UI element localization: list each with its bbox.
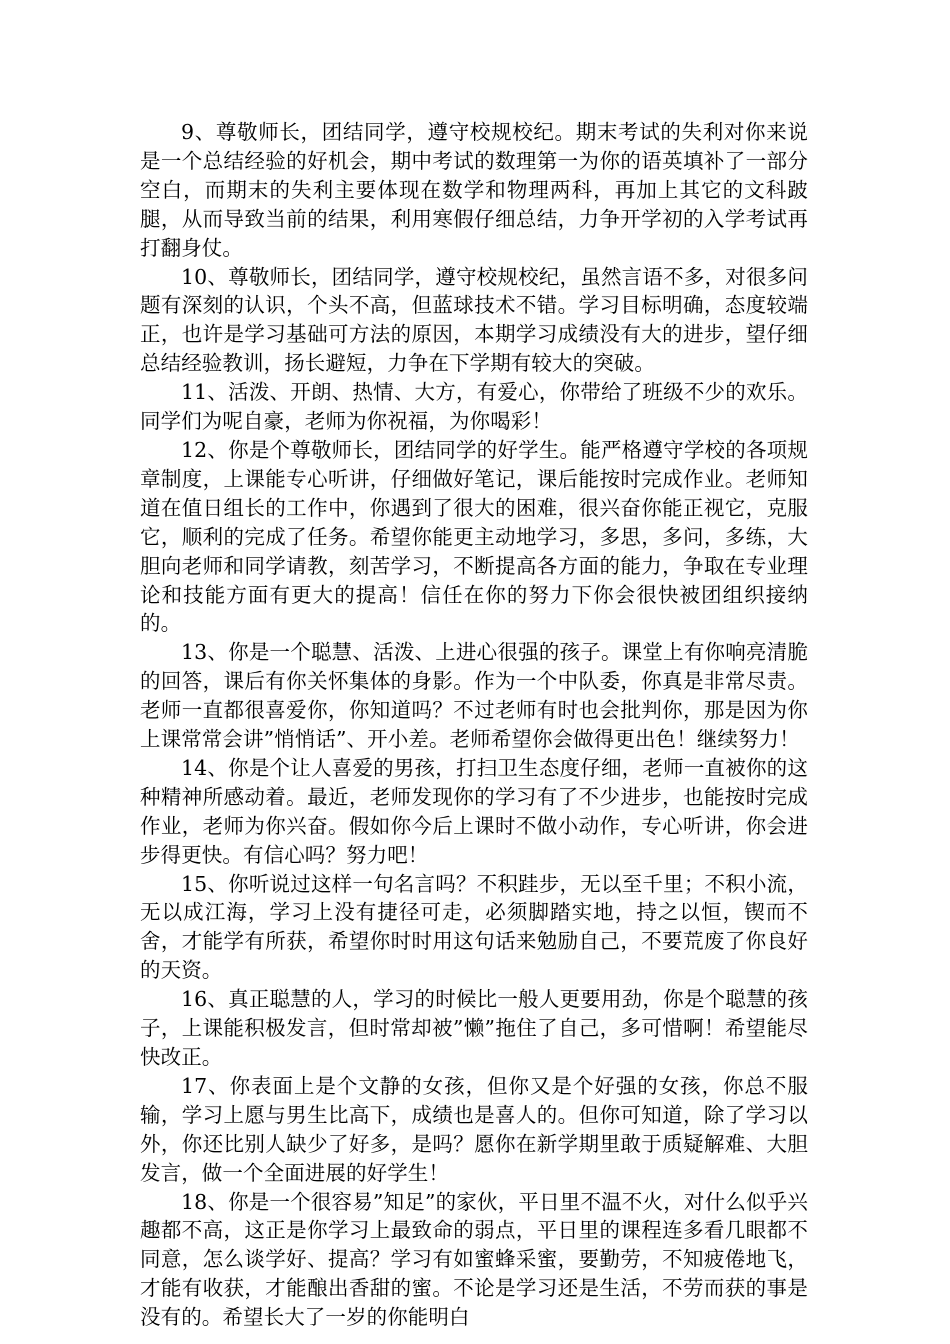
comment-paragraph-12: 12、你是个尊敬师长，团结同学的好学生。能严格遵守学校的各项规章制度，上课能专心听讲，仔细做好笔记，课后能按时完成作业。老师知道在值日组长的工作中，你遇到了很大的困难，很兴奋你能正视它，克服它，顺利的完成了任务。希望你能更主动地学习，多思，多问，多练，大胆向老师和同学请教，刻苦学习，不断提高各方面的能力，争取在专业理论和技能方面有更大的提高！信任在你的努力下你会很快被团组织接纳的。: [140, 437, 808, 636]
comment-paragraph-15: 15、你听说过这样一句名言吗？不积跬步，无以至千里；不积小流，无以成江海，学习上没有捷径可走，必须脚踏实地，持之以恒，锲而不舍，才能学有所获，希望你时时用这句话来勉励自己，不要荒废了你良好的天资。: [140, 871, 808, 983]
comment-paragraph-16: 16、真正聪慧的人，学习的时候比一般人更要用劲，你是个聪慧的孩子，上课能积极发言，但时常却被”懒”拖住了自己，多可惜啊！希望能尽快改正。: [140, 987, 808, 1069]
comment-paragraph-10: 10、尊敬师长，团结同学，遵守校规校纪，虽然言语不多，对很多问题有深刻的认识，个头不高，但蓝球技术不错。学习目标明确，态度较端正，也许是学习基础可方法的原因，本期学习成绩没有大的进步，望仔细总结经验教训，扬长避短，力争在下学期有较大的突破。: [140, 264, 808, 376]
comment-paragraph-11: 11、活泼、开朗、热情、大方，有爱心，你带给了班级不少的欢乐。同学们为呢自豪，老师为你祝福，为你喝彩！: [140, 380, 808, 434]
comment-paragraph-9: 9、尊敬师长，团结同学，遵守校规校纪。期末考试的失利对你来说是一个总结经验的好机会，期中考试的数理第一为你的语英填补了一部分空白，而期末的失利主要体现在数学和物理两科，再加上其它的文科跛腿，从而导致当前的结果，利用寒假仔细总结，力争开学初的入学考试再打翻身仗。: [140, 120, 808, 260]
comment-paragraph-18: 18、你是一个很容易”知足”的家伙，平日里不温不火，对什么似乎兴趣都不高，这正是你学习上最致命的弱点，平日里的课程连多看几眼都不同意，怎么谈学好、提高？学习有如蜜蜂采蜜，要勤劳，不知疲倦地飞，才能有收获，才能酿出香甜的蜜。不论是学习还是生活，不劳而获的事是没有的。希望长大了一岁的你能明白: [140, 1189, 808, 1330]
comment-paragraph-14: 14、你是个让人喜爱的男孩，打扫卫生态度仔细，老师一直被你的这种精神所感动着。最近，老师发现你的学习有了不少进步，也能按时完成作业，老师为你兴奋。假如你今后上课时不做小动作，专心听讲，你会进步得更快。有信心吗？努力吧！: [140, 755, 808, 867]
comment-paragraph-17: 17、你表面上是个文静的女孩，但你又是个好强的女孩，你总不服输，学习上愿与男生比高下，成绩也是喜人的。但你可知道，除了学习以外，你还比别人缺少了好多，是吗？愿你在新学期里敢于质疑解难、大胆发言，做一个全面进展的好学生！: [140, 1073, 808, 1185]
document-page: [140, 118, 808, 1332]
comment-paragraph-13: 13、你是一个聪慧、活泼、上进心很强的孩子。课堂上有你响亮清脆的回答，课后有你关怀集体的身影。作为一个中队委，你真是非常尽责。老师一直都很喜爱你，你知道吗？不过老师有时也会批判你，那是因为你上课常常会讲”悄悄话”、开小差。老师希望你会做得更出色！继续努力！: [140, 640, 808, 752]
